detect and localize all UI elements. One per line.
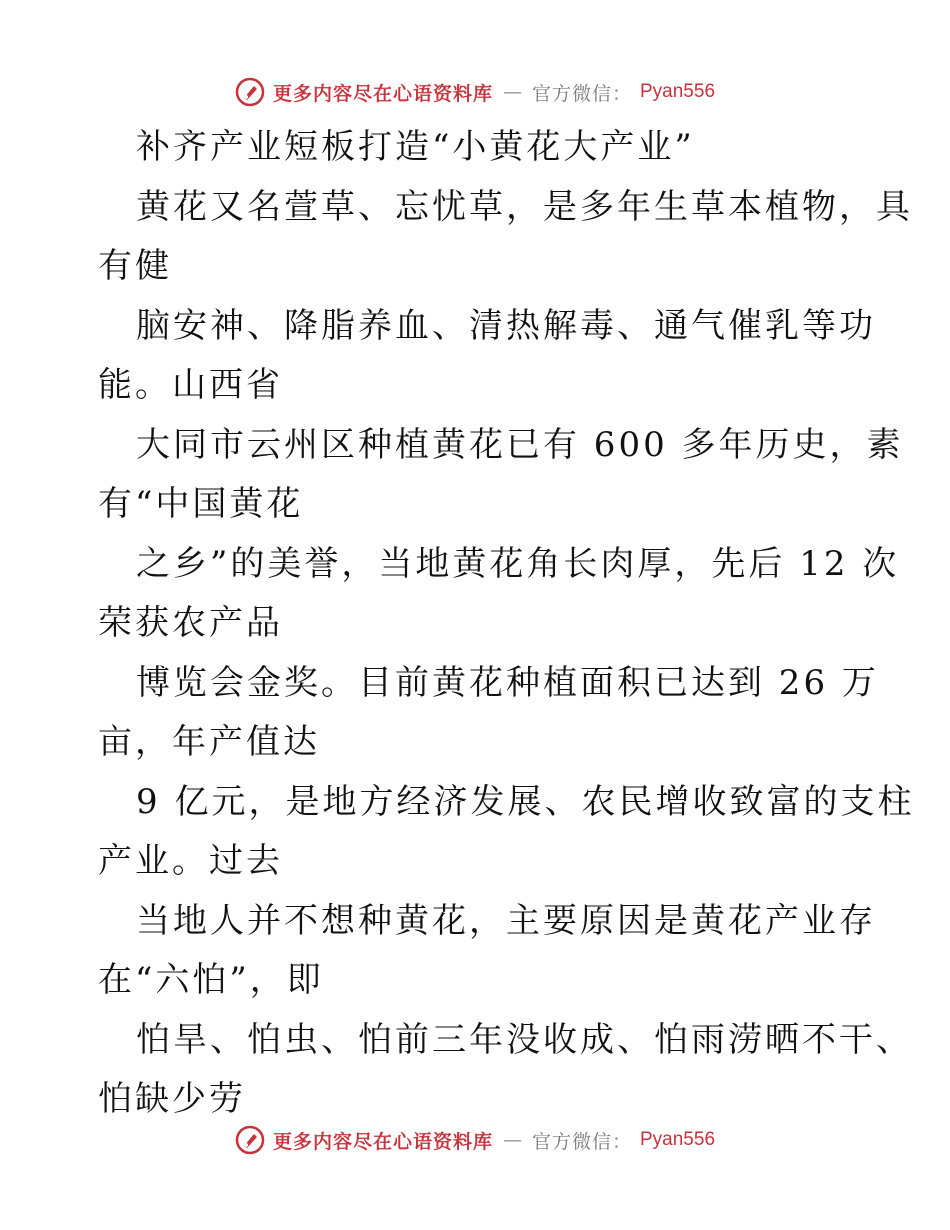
document-body (98, 118, 915, 1130)
text-line: 怕旱、怕虫、怕前三年没收成、怕雨涝晒不干、 (136, 1019, 913, 1060)
text-line: 脑安神、降脂养血、清热解毒、通气催乳等功 (136, 305, 876, 346)
text-line: 补齐产业短板打造“小黄花大产业” (136, 127, 695, 167)
watermark-main-text: 更多内容尽在心语资料库 (272, 1130, 493, 1153)
text-line: 怕缺少劳 (98, 1079, 246, 1119)
text-line: 荣获农产品 (98, 603, 283, 643)
text-line: 有健 (98, 246, 172, 286)
pen-nib-logo-icon (235, 1125, 265, 1155)
text-line: 黄花又名萱草、忘忧草，是多年生草本植物，具 (136, 186, 913, 227)
header-watermark (0, 72, 950, 112)
text-line: 大同市云州区种植黄花已有 600 多年历史，素 (136, 424, 904, 465)
watermark-separator: — (502, 1129, 522, 1151)
text-line: 9 亿元，是地方经济发展、农民增收致富的支柱 (136, 781, 915, 822)
text-line: 能。山西省 (98, 365, 283, 405)
text-line: 之乡”的美誉，当地黄花角长肉厚，先后 12 次 (136, 543, 900, 584)
watermark-sub-text: 官方微信： (531, 82, 632, 105)
pen-nib-logo-icon (235, 77, 265, 107)
text-line: 当地人并不想种黄花，主要原因是黄花产业存 (136, 900, 876, 941)
watermark-wechat-id: Pyan556 (640, 1129, 716, 1150)
text-line: 有“中国黄花 (98, 484, 304, 524)
watermark-main-text: 更多内容尽在心语资料库 (272, 82, 493, 105)
text-line: 博览会金奖。目前黄花种植面积已达到 26 万 (136, 662, 879, 703)
watermark-sub-text: 官方微信： (531, 1130, 632, 1153)
text-line: 在“六怕”，即 (98, 960, 324, 1000)
watermark-separator: — (502, 81, 522, 103)
text-line: 产业。过去 (98, 841, 283, 881)
text-line: 亩，年产值达 (98, 722, 320, 762)
watermark-wechat-id: Pyan556 (640, 81, 716, 102)
footer-watermark (0, 1120, 950, 1160)
